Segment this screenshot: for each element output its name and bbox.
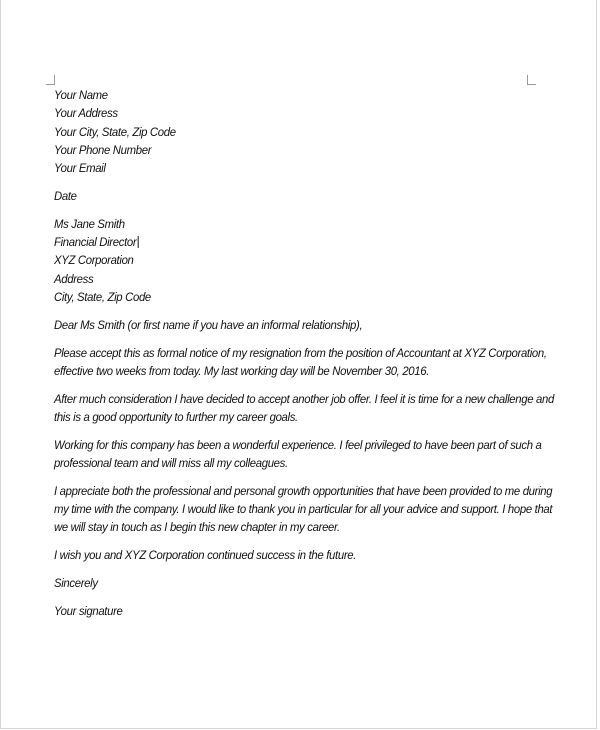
- recipient-title-line: [54, 233, 500, 251]
- spacer: [54, 592, 500, 602]
- signature: Your signature: [54, 603, 123, 618]
- text-cursor: [137, 236, 138, 248]
- paragraph-line: professional team and will miss all my colleagues.: [54, 456, 288, 471]
- spacer: [54, 472, 500, 482]
- paragraph-line: my time with the company. I would like to thank you in particular for all your advice and support. I hope that: [54, 502, 553, 517]
- spacer: [54, 177, 500, 187]
- recipient-company: XYZ Corporation: [54, 253, 134, 268]
- sender-city-state-zip: Your City, State, Zip Code: [54, 124, 176, 139]
- paragraph-line: effective two weeks from today. My last working day will be November 30, 2016.: [54, 363, 430, 378]
- recipient-name: Ms Jane Smith: [54, 216, 125, 231]
- paragraph-line: I appreciate both the professional and personal growth opportunities that have been provided to me during: [54, 483, 553, 498]
- spacer: [54, 537, 500, 547]
- letter-date: Date: [54, 188, 77, 203]
- recipient-city-state-zip: City, State, Zip Code: [54, 289, 151, 304]
- paragraph-line: Working for this company has been a wonderful experience. I feel privileged to have been part of such a: [54, 437, 542, 452]
- spacer: [54, 380, 500, 390]
- paragraph-line: Please accept this as formal notice of my resignation from the position of Accountant at XYZ Corporation,: [54, 345, 547, 360]
- paragraph-line: this is a good opportunity to further my career goals.: [54, 409, 298, 424]
- spacer: [54, 334, 500, 344]
- paragraph-line: After much consideration I have decided to accept another job offer. I feel it is time for a new challenge and: [54, 391, 554, 406]
- spacer: [54, 426, 500, 436]
- sender-email: Your Email: [54, 161, 106, 176]
- spacer: [54, 565, 500, 575]
- paragraph-line: we will stay in touch as I begin this new chapter in my career.: [54, 520, 340, 535]
- closing: Sincerely: [54, 576, 98, 591]
- salutation: Dear Ms Smith (or first name if you have an informal relationship),: [54, 317, 363, 332]
- margin-corner-marker-left: [46, 75, 55, 85]
- sender-phone: Your Phone Number: [54, 142, 152, 157]
- spacer: [54, 306, 500, 316]
- recipient-address: Address: [54, 271, 94, 286]
- recipient-title: Financial Director: [54, 235, 137, 250]
- sender-address: Your Address: [54, 106, 118, 121]
- spacer: [54, 205, 500, 215]
- paragraph-line: I wish you and XYZ Corporation continued success in the future.: [54, 548, 357, 563]
- sender-name: Your Name: [54, 88, 108, 102]
- margin-corner-marker-right: [527, 75, 536, 85]
- letter-body[interactable]: [54, 86, 554, 620]
